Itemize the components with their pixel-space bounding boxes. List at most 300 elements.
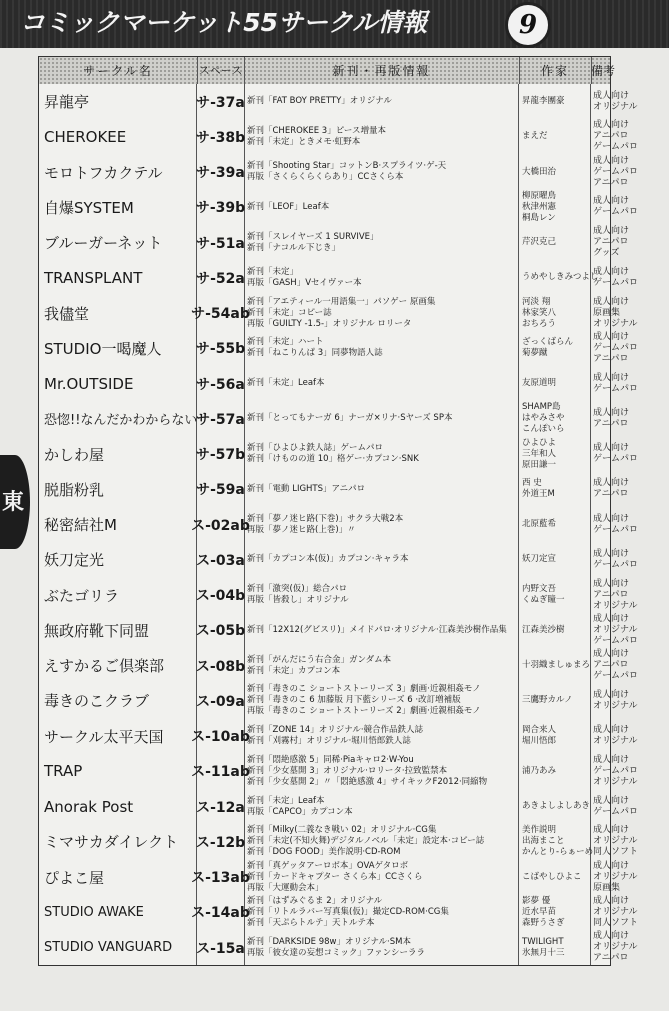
book-line: 新刊「リトルラバー写真集(仮)」撮定CD-ROM·CG集 bbox=[247, 906, 449, 917]
note-tag: ゲームパロ bbox=[593, 166, 639, 177]
table-row bbox=[38, 578, 638, 614]
book-line: 再版「大運動会本」 bbox=[247, 882, 324, 893]
book-line: 新刊「未定」Leaf本 bbox=[247, 378, 325, 389]
book-info bbox=[244, 190, 519, 225]
note-tag: オリジナル bbox=[593, 906, 638, 917]
note-tag: 成人向け bbox=[593, 860, 630, 871]
author-name: 美作説明 bbox=[522, 825, 557, 836]
note-tag: アニパロ bbox=[593, 237, 629, 248]
book-line: 新刊「LEOF」Leaf本 bbox=[247, 201, 330, 212]
book-line: 新刊「ねこりんぱ 3」同夢物語人誌 bbox=[247, 348, 383, 359]
circle-name bbox=[39, 895, 197, 930]
table-header bbox=[38, 56, 616, 86]
book-line: 再版「夢ノ迷ヒ路(上巻)」〃 bbox=[247, 524, 356, 535]
author-name: 三年和人 bbox=[522, 448, 557, 459]
space-number: ス-12a bbox=[197, 789, 245, 824]
circle-name-text: STUDIO VANGUARD bbox=[44, 940, 173, 956]
book-line: 新刊「CHEROKEE 3」ピース増量本 bbox=[247, 125, 386, 136]
table-row bbox=[38, 895, 639, 931]
circle-name-text: 恐惚!!なんだかわからない bbox=[44, 413, 198, 429]
notes-list bbox=[591, 472, 630, 507]
space-number: ス-10ab bbox=[197, 719, 245, 754]
circle-name bbox=[39, 507, 197, 542]
notes-list bbox=[591, 754, 639, 789]
note-tag: 成人向け bbox=[593, 266, 630, 277]
table-row bbox=[38, 472, 630, 508]
table-row bbox=[38, 683, 638, 719]
author-list bbox=[519, 648, 591, 683]
note-tag: ゲームパロ bbox=[593, 806, 639, 817]
notes-list bbox=[591, 437, 639, 472]
table-row bbox=[38, 719, 638, 755]
book-line: 新刊「電動 LIGHTS」アニパロ bbox=[247, 483, 366, 494]
notes-list bbox=[591, 331, 639, 366]
book-info bbox=[244, 824, 519, 859]
book-line: 新刊「DOG FOOD」美作説明·CD-ROM bbox=[247, 847, 401, 858]
table-row bbox=[38, 542, 639, 578]
author-list bbox=[519, 296, 591, 331]
note-tag: オリジナル bbox=[593, 600, 638, 611]
author-list bbox=[519, 119, 591, 154]
circle-name bbox=[39, 930, 197, 965]
note-tag: 成人向け bbox=[593, 155, 630, 166]
author-name: SHAMP島 bbox=[522, 402, 561, 413]
author-name: 氷無月十三 bbox=[522, 947, 565, 958]
author-name: はやみさや bbox=[522, 413, 565, 424]
header-author: 作家 bbox=[519, 57, 592, 85]
space-number: サ-39b bbox=[197, 190, 245, 225]
author-list bbox=[519, 754, 591, 789]
circle-name-text: 毒きのこクラブ bbox=[44, 692, 150, 711]
notes-list bbox=[591, 542, 639, 577]
space-number: サ-57a bbox=[197, 401, 245, 436]
book-info bbox=[244, 719, 519, 754]
author-list bbox=[519, 578, 591, 613]
book-info bbox=[244, 648, 519, 683]
author-list bbox=[519, 401, 591, 436]
author-list bbox=[519, 225, 591, 260]
author-name: こんぽいら bbox=[522, 424, 565, 435]
note-tag: 成人向け bbox=[593, 443, 630, 454]
author-list bbox=[519, 542, 591, 577]
book-line: 新刊「ZONE 14」オリジナル·競合作品鉄人誌 bbox=[247, 725, 424, 736]
space-number: ス-03a bbox=[197, 542, 245, 577]
book-line: 新刊「アエティール一用語集一」パソゲー 原画集 bbox=[247, 296, 436, 307]
circle-name-text: サークル太平天国 bbox=[44, 727, 164, 746]
book-line: 新刊「未定」Leaf本 bbox=[247, 795, 325, 806]
circle-name bbox=[39, 683, 197, 718]
book-info bbox=[244, 895, 519, 930]
book-info bbox=[244, 366, 519, 401]
book-line: 再版「GASH」Vセイヴァー本 bbox=[247, 277, 362, 288]
author-name: 浦乃あみ bbox=[522, 765, 557, 776]
author-list bbox=[519, 789, 591, 824]
author-name: 昇龍李團豪 bbox=[522, 96, 565, 107]
book-line: 新刊「少女墓開 2」〃「悶絶感激 4」サイキックF2012·同縮物 bbox=[247, 776, 488, 787]
table-row bbox=[38, 155, 639, 191]
note-tag: 成人向け bbox=[593, 120, 630, 131]
space-number: ス-04b bbox=[197, 578, 245, 613]
notes-list bbox=[591, 613, 639, 648]
book-line: 新刊「カプコン本(仮)」カプコン·キャラ本 bbox=[247, 554, 409, 565]
table-row bbox=[38, 119, 639, 155]
note-tag: 成人向け bbox=[593, 196, 630, 207]
note-tag: アニパロ bbox=[593, 660, 629, 671]
circle-name-text: Anorak Post bbox=[44, 797, 134, 816]
book-line: 新刊「DARKSIDE 98w」オリジナル·SM本 bbox=[247, 936, 411, 947]
header-space: スペース bbox=[197, 57, 245, 85]
author-name: 北原藍希 bbox=[522, 519, 557, 530]
circle-name bbox=[39, 366, 197, 401]
circle-name bbox=[39, 155, 197, 190]
book-info bbox=[244, 437, 519, 472]
author-name: 秋津州憲 bbox=[522, 201, 557, 212]
book-info bbox=[244, 930, 519, 965]
author-list bbox=[519, 719, 591, 754]
note-tag: オリジナル bbox=[593, 700, 638, 711]
book-line: 新刊「12X12(グビスリ)」メイドパロ·オリジナル·江森美沙樹作品集 bbox=[247, 624, 507, 635]
author-name: おちろう bbox=[522, 318, 557, 329]
table-row bbox=[38, 824, 639, 860]
book-line: 新刊「激突(仮)」総合パロ bbox=[247, 584, 348, 595]
author-name: 十羽織ましゅまろ bbox=[522, 660, 591, 671]
circle-name-text: えすかるご倶楽部 bbox=[44, 657, 165, 676]
author-list bbox=[519, 472, 591, 507]
book-line: 新刊「少女墓開 3」オリジナル·ロリータ·拉致監禁本 bbox=[247, 765, 448, 776]
note-tag: 同人ソフト bbox=[593, 847, 639, 858]
note-tag: アニパロ bbox=[593, 589, 629, 600]
author-name: 妖刀定宣 bbox=[522, 554, 557, 565]
author-name: うめやしきみつよし bbox=[522, 272, 599, 283]
author-name: 菊夢蹴 bbox=[522, 348, 548, 359]
note-tag: 原画集 bbox=[593, 882, 621, 893]
author-name: 原田謙一 bbox=[522, 459, 557, 470]
book-info bbox=[244, 789, 519, 824]
notes-list bbox=[591, 860, 638, 895]
note-tag: 同人ソフト bbox=[593, 917, 639, 928]
note-tag: オリジナル bbox=[593, 871, 638, 882]
space-number: ス-14ab bbox=[197, 895, 245, 930]
book-line: 新刊「スレイヤーズ 1 SURVIVE」 bbox=[247, 231, 379, 242]
circle-name-text: 脱脂粉乳 bbox=[44, 480, 105, 499]
table-row bbox=[38, 648, 639, 684]
book-line: 新刊「とってもナーガ 6」ナーガ×リナ·Sヤーズ SP本 bbox=[247, 413, 453, 424]
table-row bbox=[38, 260, 639, 296]
space-number: サ-55b bbox=[197, 331, 245, 366]
region-tab bbox=[0, 455, 30, 549]
author-name: かんとり-らぁーめ bbox=[522, 847, 594, 858]
author-name: 堀川悟郎 bbox=[522, 736, 557, 747]
author-name: 三鷹野カルノ bbox=[522, 695, 573, 706]
author-list bbox=[519, 366, 591, 401]
circle-name bbox=[39, 84, 197, 119]
note-tag: 成人向け bbox=[593, 90, 630, 101]
note-tag: オリジナル bbox=[593, 624, 638, 635]
table-row bbox=[38, 860, 638, 896]
author-name: ひよひよ bbox=[522, 437, 557, 448]
author-name: 芹沢克己 bbox=[522, 237, 557, 248]
note-tag: 成人向け bbox=[593, 578, 630, 589]
note-tag: 成人向け bbox=[593, 296, 630, 307]
notes-list bbox=[591, 260, 639, 295]
book-info bbox=[244, 507, 519, 542]
author-list bbox=[519, 260, 599, 295]
book-info bbox=[244, 542, 519, 577]
note-tag: ゲームパロ bbox=[593, 559, 639, 570]
author-name: まえだ bbox=[522, 131, 548, 142]
circle-name-text: ぶたゴリラ bbox=[44, 586, 120, 605]
author-list bbox=[519, 930, 591, 965]
notes-list bbox=[591, 119, 639, 154]
author-list bbox=[519, 84, 591, 119]
circle-name bbox=[39, 472, 197, 507]
notes-list bbox=[591, 507, 639, 542]
book-line: 新刊「未定」コピー誌 bbox=[247, 307, 332, 318]
circle-name-text: ぴよこ屋 bbox=[44, 868, 105, 887]
author-name: 河淡 翔 bbox=[522, 296, 551, 307]
book-line: 再版「皆殺し」オリジナル bbox=[247, 595, 349, 606]
note-tag: オリジナル bbox=[593, 836, 638, 847]
author-name: 林家笑八 bbox=[522, 307, 557, 318]
note-tag: オリジナル bbox=[593, 942, 638, 953]
circle-name bbox=[39, 331, 197, 366]
note-tag: 成人向け bbox=[593, 825, 630, 836]
author-list bbox=[519, 824, 594, 859]
author-name: 江森美沙樹 bbox=[522, 624, 565, 635]
circle-name bbox=[39, 296, 197, 331]
book-info bbox=[244, 260, 519, 295]
note-tag: オリジナル bbox=[593, 776, 638, 787]
book-line: 新刊「はずみぐるま 2」オリジナル bbox=[247, 895, 383, 906]
notes-list bbox=[591, 84, 638, 119]
space-number: ス-11ab bbox=[197, 754, 245, 789]
note-tag: 原画集 bbox=[593, 307, 621, 318]
book-info bbox=[244, 84, 519, 119]
circle-name bbox=[39, 789, 197, 824]
author-name: 内野文吾 bbox=[522, 584, 557, 595]
book-line: 新刊「がんだにう右合金」ガンダム本 bbox=[247, 654, 392, 665]
space-number: サ-38b bbox=[197, 119, 245, 154]
notes-list bbox=[591, 401, 630, 436]
book-line: 新刊「毒きのこ 6 加藤版 月下藍シリーズ 6 ·改訂増補版 bbox=[247, 695, 461, 706]
header-circle-name: サークル名 bbox=[39, 57, 198, 85]
note-tag: ゲームパロ bbox=[593, 277, 639, 288]
book-line: 再版「毒きのこ ショートストーリーズ 2」劇画·近親相姦モノ bbox=[247, 706, 481, 717]
circle-name-text: 無政府靴下同盟 bbox=[44, 621, 150, 640]
circle-name-text: TRAP bbox=[44, 762, 83, 781]
book-info bbox=[244, 472, 519, 507]
circle-name bbox=[39, 437, 197, 472]
author-name: 外道王M bbox=[522, 489, 555, 500]
note-tag: ゲームパロ bbox=[593, 383, 639, 394]
book-info bbox=[244, 225, 519, 260]
note-tag: グッズ bbox=[593, 248, 620, 259]
note-tag: 成人向け bbox=[593, 478, 630, 489]
space-number: サ-52a bbox=[197, 260, 245, 295]
circle-name-text: STUDIO一喝魔人 bbox=[44, 339, 162, 358]
circle-name-text: 昇龍亭 bbox=[44, 93, 90, 112]
space-number: ス-08b bbox=[197, 648, 245, 683]
book-line: 新刊「真ゲッタアーロボ本」OVAゲタロボ bbox=[247, 860, 409, 871]
circle-name bbox=[39, 648, 197, 683]
note-tag: ゲームパロ bbox=[593, 342, 639, 353]
space-number: サ-56a bbox=[197, 366, 245, 401]
book-line: 新刊「未定」ときメモ·虹野本 bbox=[247, 136, 361, 147]
circle-name bbox=[39, 190, 197, 225]
book-info bbox=[244, 578, 519, 613]
circle-name-text: ミマサカダイレクト bbox=[44, 833, 179, 852]
author-list bbox=[519, 613, 591, 648]
author-name: くぬぎ瞳一 bbox=[522, 595, 565, 606]
book-line: 新刊「ナコルル下じき」 bbox=[247, 242, 340, 253]
table-row bbox=[38, 190, 639, 226]
book-line: 新刊「未定」カプコン本 bbox=[247, 665, 341, 676]
circle-name bbox=[39, 225, 197, 260]
author-name: あきよしよしあき bbox=[522, 801, 591, 812]
author-list bbox=[519, 437, 591, 472]
circle-name-text: モロトフカクテル bbox=[44, 163, 163, 182]
note-tag: 成人向け bbox=[593, 689, 630, 700]
circle-name bbox=[39, 719, 197, 754]
circle-name bbox=[39, 401, 197, 436]
author-name: 友原道明 bbox=[522, 378, 557, 389]
space-number: サ-59a bbox=[197, 472, 245, 507]
header-banner bbox=[0, 0, 669, 48]
region-tab-label: 東 bbox=[2, 490, 25, 515]
circle-name-text: 我儘堂 bbox=[44, 304, 90, 323]
notes-list bbox=[591, 296, 638, 331]
book-line: 新刊「天ぷらトルテ」天トルテ本 bbox=[247, 917, 375, 928]
note-tag: 成人向け bbox=[593, 407, 630, 418]
author-list bbox=[519, 507, 591, 542]
book-line: 新刊「未定」 bbox=[247, 266, 299, 277]
space-number: サ-57b bbox=[197, 437, 245, 472]
book-line: 新刊「毒きのこ ショートストーリーズ 3」劇画·近親相姦モノ bbox=[247, 684, 481, 695]
circle-name-text: かしわ屋 bbox=[44, 445, 105, 464]
circle-name bbox=[39, 260, 197, 295]
circle-name bbox=[39, 824, 197, 859]
book-line: 新刊「刈霧村」オリジナル·堀川悟郎鉄人誌 bbox=[247, 736, 411, 747]
book-line: 新刊「未定」ハート bbox=[247, 337, 324, 348]
banner-title: コミックマーケット55サークル情報 bbox=[20, 8, 428, 37]
book-line: 新刊「夢ノ迷ヒ路(下巻)」サクラ大戦2本 bbox=[247, 513, 404, 524]
book-line: 新刊「Shooting Star」コットンB·スプライツ·ゲ-天 bbox=[247, 161, 447, 172]
header-notes: 備考 bbox=[591, 64, 616, 78]
table-row bbox=[38, 754, 639, 790]
book-info bbox=[244, 296, 519, 331]
circle-name-text: STUDIO AWAKE bbox=[44, 904, 144, 920]
author-name: 森野うさぎ bbox=[522, 917, 565, 928]
note-tag: オリジナル bbox=[593, 318, 638, 329]
table-row bbox=[38, 366, 639, 402]
circle-name bbox=[39, 578, 197, 613]
space-number: ス-09a bbox=[197, 683, 245, 718]
table-row bbox=[38, 401, 630, 437]
author-name: ざっくばらん bbox=[522, 337, 574, 348]
author-name: こばやしひよこ bbox=[522, 871, 582, 882]
book-line: 再版「彼女達の妄想コミック」ファンシーララ bbox=[247, 947, 425, 958]
table-row bbox=[38, 331, 639, 367]
author-list bbox=[519, 331, 591, 366]
author-list bbox=[519, 155, 591, 190]
book-info bbox=[244, 331, 519, 366]
space-number: ス-05b bbox=[197, 613, 245, 648]
notes-list bbox=[591, 648, 639, 683]
author-name: 大橋田治 bbox=[522, 166, 557, 177]
space-number: ス-15a bbox=[197, 930, 245, 965]
circle-name bbox=[39, 860, 197, 895]
circle-name bbox=[39, 613, 197, 648]
note-tag: ゲームパロ bbox=[593, 454, 639, 465]
table-row bbox=[38, 789, 639, 825]
author-name: 桐島レン bbox=[522, 212, 556, 223]
author-list bbox=[519, 683, 591, 718]
book-info bbox=[244, 119, 519, 154]
author-name: 近水早苗 bbox=[522, 906, 557, 917]
table-row bbox=[38, 296, 638, 332]
space-number: サ-37a bbox=[197, 84, 245, 119]
circle-name-text: 秘密結社M bbox=[44, 516, 117, 535]
book-info bbox=[244, 860, 519, 895]
note-tag: アニパロ bbox=[593, 953, 629, 964]
book-line: 新刊「ひよひよ鉄人誌」ゲームパロ bbox=[247, 443, 384, 454]
book-line: 再版「CAPCO」カプコン本 bbox=[247, 806, 353, 817]
table-row bbox=[38, 437, 639, 473]
space-number: ス-13ab bbox=[197, 860, 245, 895]
table-row bbox=[38, 225, 630, 261]
note-tag: 成人向け bbox=[593, 725, 630, 736]
note-tag: 成人向け bbox=[593, 513, 630, 524]
circle-name-text: ブルーガーネット bbox=[44, 234, 163, 253]
notes-list bbox=[591, 824, 639, 859]
author-list bbox=[519, 860, 591, 895]
note-tag: 成人向け bbox=[593, 795, 630, 806]
book-info bbox=[244, 155, 519, 190]
note-tag: ゲームパロ bbox=[593, 635, 639, 646]
note-tag: オリジナル bbox=[593, 736, 638, 747]
author-list bbox=[519, 895, 591, 930]
space-number: ス-12b bbox=[197, 824, 245, 859]
note-tag: アニパロ bbox=[593, 131, 629, 142]
notes-list bbox=[591, 578, 638, 613]
space-number: サ-54ab bbox=[197, 296, 245, 331]
book-line: 再版「GUILTY ‑1.5‑」オリジナル ロリータ bbox=[247, 318, 412, 329]
author-name: 西 史 bbox=[522, 478, 542, 489]
author-list bbox=[519, 190, 591, 225]
note-tag: 成人向け bbox=[593, 931, 630, 942]
book-info bbox=[244, 401, 519, 436]
note-tag: 成人向け bbox=[593, 548, 630, 559]
book-info bbox=[244, 683, 519, 718]
book-line: 新刊「FAT BOY PRETTY」オリジナル bbox=[247, 96, 392, 107]
book-line: 新刊「カードキャプター さくら本」CCさくら bbox=[247, 871, 423, 882]
note-tag: ゲームパロ bbox=[593, 142, 639, 153]
book-line: 新刊「未定(不知火舞)デジタルノベル「未定」設定本·コピー誌 bbox=[247, 836, 485, 847]
author-name: 影夢 優 bbox=[522, 895, 551, 906]
book-info bbox=[244, 754, 519, 789]
note-tag: アニパロ bbox=[593, 353, 629, 364]
note-tag: アニパロ bbox=[593, 489, 629, 500]
author-name: 出海まこと bbox=[522, 836, 565, 847]
space-number: サ-39a bbox=[197, 155, 245, 190]
space-number: サ-51a bbox=[197, 225, 245, 260]
note-tag: ゲームパロ bbox=[593, 207, 639, 218]
notes-list bbox=[591, 789, 639, 824]
note-tag: アニパロ bbox=[593, 418, 629, 429]
book-line: 再版「さくらくらくらあり」CCさくら本 bbox=[247, 172, 404, 183]
note-tag: ゲームパロ bbox=[593, 524, 639, 535]
notes-list bbox=[591, 930, 638, 965]
